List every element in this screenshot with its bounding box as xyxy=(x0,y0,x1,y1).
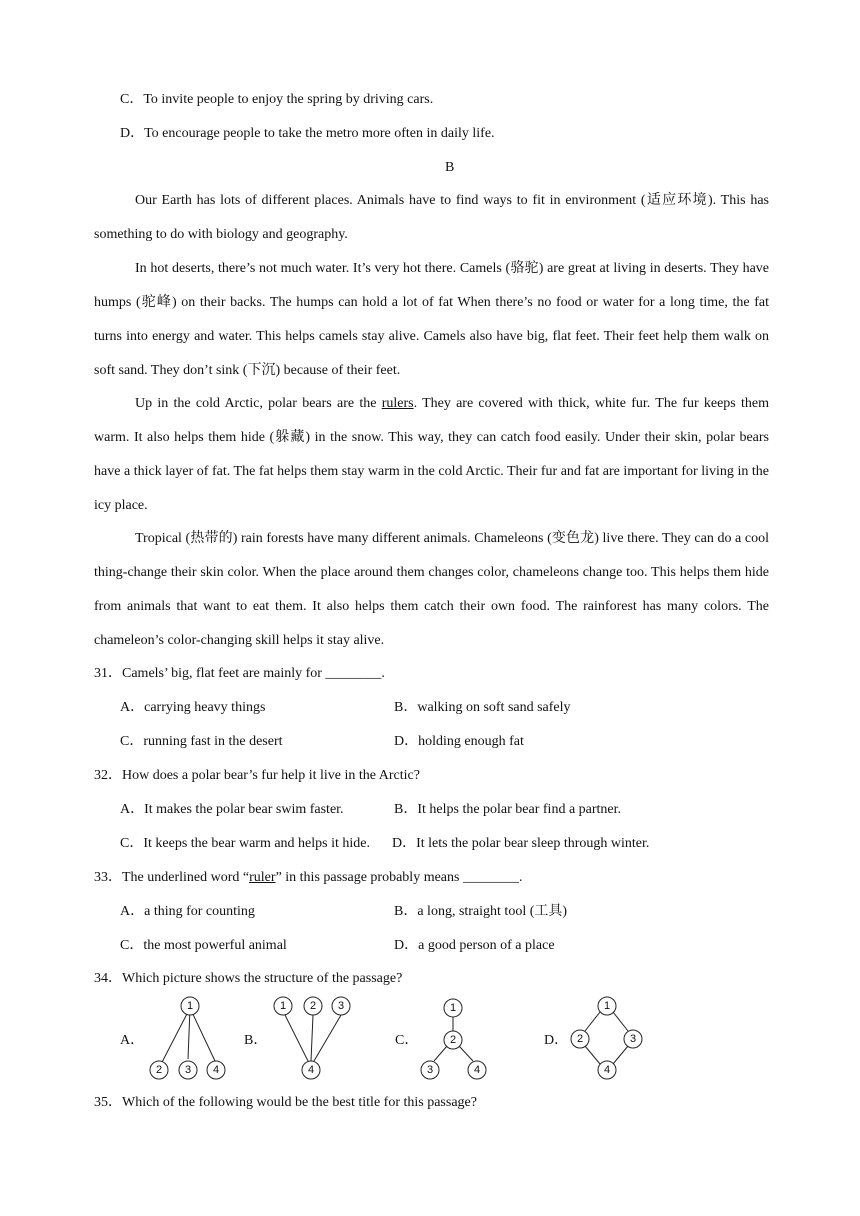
diagram-a-node-3: 3 xyxy=(184,1064,192,1076)
diagram-c-node-1: 1 xyxy=(449,1002,457,1014)
structure-diagram-d[interactable] xyxy=(565,993,650,1083)
structure-diagram-b[interactable] xyxy=(265,995,360,1085)
question-33-stem: 33．The underlined word “ruler” in this passage probably means ________. xyxy=(94,870,523,885)
question-33-option-b[interactable]: B．a long, straight tool (工具) xyxy=(394,904,568,919)
question-31-option-d[interactable]: D．holding enough fat xyxy=(394,734,524,749)
question-34-option-a[interactable]: A． xyxy=(120,1033,145,1048)
question-31-option-a[interactable]: A．carrying heavy things xyxy=(120,700,266,715)
diagram-c-node-4: 4 xyxy=(473,1064,481,1076)
structure-diagram-c[interactable] xyxy=(415,995,495,1085)
passage-paragraph-1: Our Earth has lots of different places. Animals have to find ways to fit in environment (适应环境). This has something to do with biology and geography. xyxy=(94,193,769,242)
question-34-option-d[interactable]: D． xyxy=(544,1033,569,1048)
diagram-b-node-1: 1 xyxy=(279,1000,287,1012)
question-31-option-c[interactable]: C．running fast in the desert xyxy=(120,734,283,749)
question-33-option-d[interactable]: D．a good person of a place xyxy=(394,938,555,953)
passage-paragraph-4: Tropical (热带的) rain forests have many different animals. Chameleons (变色龙) live there. They can do a cool thing-change their skin color. When the place around them changes color, chameleons change too. This helps them hide from animals that want to eat them. It also helps them catch their own food. The rainforest has many colors. The chameleon’s color-changing skill helps it stay alive. xyxy=(94,531,769,648)
structure-diagram-a[interactable] xyxy=(140,995,230,1085)
question-35-stem: 35．Which of the following would be the best title for this passage? xyxy=(94,1095,477,1110)
question-32-stem: 32．How does a polar bear’s fur help it live in the Arctic? xyxy=(94,768,420,783)
underlined-word-rulers: rulers xyxy=(381,396,414,411)
question-32-option-d[interactable]: D．It lets the polar bear sleep through winter. xyxy=(392,836,650,851)
question-34-option-c[interactable]: C． xyxy=(395,1033,419,1048)
question-32-option-c[interactable]: C．It keeps the bear warm and helps it hide. xyxy=(120,836,370,851)
section-label: B xyxy=(445,160,455,175)
diagram-a-node-2: 2 xyxy=(155,1064,163,1076)
diagram-d-node-2: 2 xyxy=(576,1033,584,1045)
question-31-stem: 31．Camels’ big, flat feet are mainly for ________. xyxy=(94,666,385,681)
question-34-stem: 34．Which picture shows the structure of the passage? xyxy=(94,971,403,986)
question-32-option-a[interactable]: A．It makes the polar bear swim faster. xyxy=(120,802,344,817)
question-34-option-b[interactable]: B． xyxy=(244,1033,268,1048)
diagram-a-node-4: 4 xyxy=(212,1064,220,1076)
question-33-option-a[interactable]: A．a thing for counting xyxy=(120,904,255,919)
diagram-c-node-2: 2 xyxy=(449,1034,457,1046)
diagram-b-node-3: 3 xyxy=(337,1000,345,1012)
diagram-d-node-1: 1 xyxy=(603,1000,611,1012)
passage-paragraph-2: In hot deserts, there’s not much water. It’s very hot there. Camels (骆驼) are great at living in deserts. They have humps (驼峰) on their backs. The humps can hold a lot of fat When there’s no food or water for a long time, the fat turns into energy and water. This helps camels stay alive. Camels also have big, flat feet. Their feet help them walk on soft sand. They don’t sink (下沉) because of their feet. xyxy=(94,261,769,378)
prev-option-c: C．To invite people to enjoy the spring by driving cars. xyxy=(120,92,434,107)
diagram-a-node-1: 1 xyxy=(186,1000,194,1012)
diagram-b-node-2: 2 xyxy=(309,1000,317,1012)
question-32-option-b[interactable]: B．It helps the polar bear find a partner. xyxy=(394,802,622,817)
diagram-b-node-4: 4 xyxy=(307,1064,315,1076)
passage-paragraph-3: Up in the cold Arctic, polar bears are the rulers. They are covered with thick, white fur. The fur keeps them warm. It also helps them hide (躲藏) in the snow. This way, they can catch food easily. Under their skin, polar bears have a thick layer of fat. The fat helps them stay warm in the cold Arctic. Their fur and fat are important for living in the icy place. xyxy=(94,396,769,513)
underlined-word-ruler: ruler xyxy=(249,870,276,885)
diagram-d-node-3: 3 xyxy=(629,1033,637,1045)
question-33-option-c[interactable]: C．the most powerful animal xyxy=(120,938,287,953)
question-31-option-b[interactable]: B．walking on soft sand safely xyxy=(394,700,571,715)
diagram-c-node-3: 3 xyxy=(426,1064,434,1076)
diagram-d-node-4: 4 xyxy=(603,1064,611,1076)
prev-option-d: D．To encourage people to take the metro more often in daily life. xyxy=(120,126,495,141)
